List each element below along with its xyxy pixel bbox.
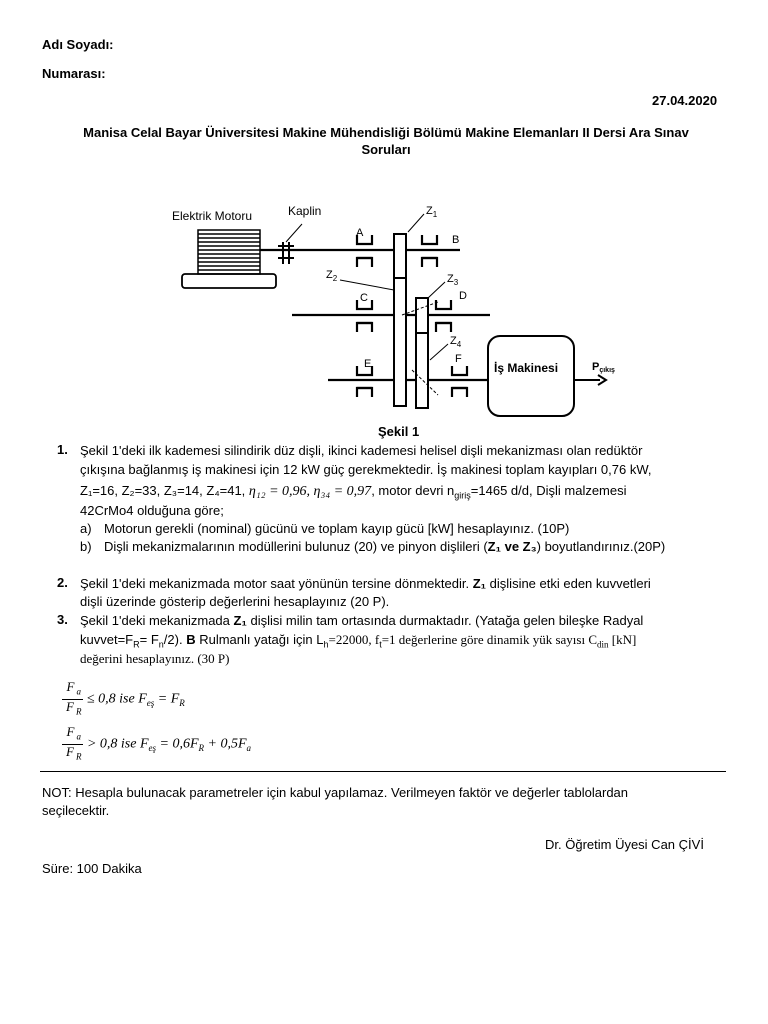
exam-title: Manisa Celal Bayar Üniversitesi Makine Mühendisliği Bölümü Makine Elemanları II Dersi Ara Sınav [83, 125, 689, 140]
note-line1: NOT: Hesapla bulunacak parametreler için kabul yapılamaz. Verilmeyen faktör ve değerler tablolardan [42, 785, 629, 800]
number-label: Numarası: [42, 66, 106, 81]
duration: Süre: 100 Dakika [42, 861, 142, 876]
q1-line3: Z₁=16, Z₂=33, Z₃=14, Z₄=41, η₁₂ = 0,96, η₃₄ = 0,97, motor devri $n_{giriş}=1465$ d/d, Dişli malzemesi [80, 483, 627, 501]
machine-label: İş Makinesi [494, 361, 559, 375]
work-machine [488, 336, 574, 416]
q3-line1: Şekil 1'deki mekanizmada Z₁ dişlisi milin tam ortasında durmaktadır. (Yatağa gelen bileşke Radyal [80, 613, 644, 628]
name-label: Adı Soyadı: [42, 37, 114, 52]
exam-title-line2: Soruları [361, 142, 411, 157]
formula-2: $\frac{F _a}{F _R}$ > 0,8 ise $F_{eş} = 0,6F_R + 0,5F_a$ [62, 725, 251, 763]
q1a-label: a) [80, 521, 92, 536]
motor-label: Elektrik Motoru [172, 209, 253, 223]
gearbox-diagram [0, 0, 768, 440]
bearing-e-label: E [364, 358, 372, 370]
z4-label: $Z_4$ [450, 335, 462, 349]
q3-number: 3. [57, 612, 68, 627]
z3-label: $Z_3$ [447, 273, 459, 287]
coupling-label: Kaplin [288, 204, 322, 218]
q2-number: 2. [57, 575, 68, 590]
z1-label: $Z_1$ [426, 205, 438, 219]
divider [40, 771, 726, 772]
q2-line1: Şekil 1'deki mekanizmada motor saat yönünün tersine dönmektedir. Z₁ dişlisine etki eden kuvvetleri [80, 576, 651, 591]
q3-line2: $kuvvet=F_R= F_n/2$). B Rulmanlı yatağı için $L_h=22000$, $f_t=1$ değerlerine göre dinamik yük sayısı $C_{din}$ [kN] [80, 632, 637, 650]
q1-line4: 42CrMo4 olduğuna göre; [80, 503, 224, 518]
formula-1: $\frac{F _a}{F _R}$ ≤ 0,8 ise $F_{eş} = F_R$ [62, 680, 185, 718]
figure-caption: Şekil 1 [378, 424, 420, 439]
fraction-fa-fr-2: $\frac{F _a}{F _R}$ [62, 725, 83, 763]
bearing-c-label: C [360, 292, 368, 304]
q1-line1: Şekil 1'deki ilk kademesi silindirik düz dişli, ikinci kademesi helisel dişli mekanizması olan redüktör [80, 443, 643, 458]
signature: Dr. Öğretim Üyesi Can ÇİVİ [545, 837, 704, 852]
q3-line3: değerini hesaplayınız. (30 P) [80, 651, 230, 666]
q1-line2: çıkışına bağlanmış iş makinesi için 12 kW güç gerekmektedir. İş makinesi toplam kayıpları 0,76 kW, [80, 462, 652, 477]
q1b-text: Dişli mekanizmalarının modüllerini bulunuz (20) ve pinyon dişlileri (Z₁ ve Z₃) boyutlandırınız.(20P) [104, 539, 666, 554]
exam-date: 27.04.2020 [652, 93, 718, 108]
z2-label: $Z_2$ [326, 269, 338, 283]
fraction-fa-fr: $\frac{F _a}{F _R}$ [62, 680, 83, 718]
efficiency-values: η₁₂ = 0,96, η₃₄ = 0,97 [248, 484, 372, 499]
q1a-text: Motorun gerekli (nominal) gücünü ve toplam kayıp gücü [kW] hesaplayınız. (10P) [104, 521, 570, 536]
gear-z4 [416, 333, 428, 408]
q2-line2: dişli üzerinde gösterip değerlerini hesaplayınız (20 P). [80, 594, 390, 609]
q1b-label: b) [80, 539, 92, 554]
bearing-f-label: F [455, 353, 462, 365]
power-out-label: Pçıkış [592, 361, 615, 374]
gear-z1 [394, 234, 406, 278]
gear-z2 [394, 278, 406, 406]
gear-z3 [416, 298, 428, 333]
bearing-b-label: B [452, 234, 460, 246]
bearing-d-label: D [459, 290, 467, 302]
note-line2: seçilecektir. [42, 803, 110, 818]
q1-number: 1. [57, 442, 68, 457]
electric-motor [182, 230, 276, 288]
coupling [278, 224, 302, 264]
bearing-a-label: A [356, 227, 364, 239]
